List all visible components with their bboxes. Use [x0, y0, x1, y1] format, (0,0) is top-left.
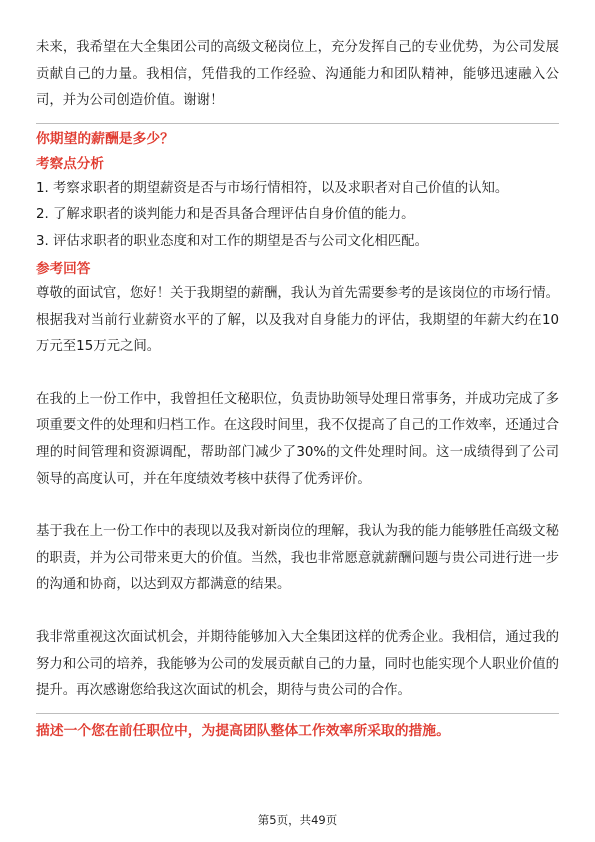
intro-closing-paragraph: 未来，我希望在大全集团公司的高级文秘岗位上，充分发挥自己的专业优势，为公司发展贡献自己的力量。我相信，凭借我的工作经验、沟通能力和团队精神，能够迅速融入公司，并为公司创造价值。谢谢！: [36, 40, 559, 109]
page-number: 第5页，共49页: [257, 813, 338, 827]
answer-paragraph: 基于我在上一份工作中的表现以及我对新岗位的理解，我认为我的能力能够胜任高级文秘的职责，并为公司带来更大的价值。当然，我也非常愿意就薪酬问题与贵公司进行进一步的沟通和协商，以达到双方都满意的结果。: [36, 524, 559, 593]
question-title: 你期望的薪酬是多少？: [36, 130, 174, 147]
analysis-point: 1. 考察求职者的期望薪资是否与市场行情相符，以及求职者对自己价值的认知。: [36, 180, 509, 196]
answer-paragraph: 尊敬的面试官，您好！关于我期望的薪酬，我认为首先需要参考的是该岗位的市场行情。根据我对当前行业薪资水平的了解，以及我对自身能力的评估，我期望的年薪大约在10万元至15万元之间。: [36, 286, 559, 355]
analysis-heading: 考察点分析: [36, 155, 104, 172]
answer-heading: 参考回答: [36, 261, 91, 277]
answer-paragraph: 在我的上一份工作中，我曾担任文秘职位，负责协助领导处理日常事务，并成功完成了多项重要文件的处理和归档工作。在这段时间里，我不仅提高了自己的工作效率，还通过合理的时间管理和资源调配，帮助部门减少了30%的文件处理时间。这一成绩得到了公司领导的高度认可，并在年度绩效考核中获得了优秀评价。: [36, 391, 559, 487]
document-page: [36, 36, 559, 744]
answer-paragraph: 我非常重视这次面试机会，并期待能够加入大全集团这样的优秀企业。我相信，通过我的努力和公司的培养，我能够为公司的发展贡献自己的力量，同时也能实现个人职业价值的提升。再次感谢您给我这次面试的机会，期待与贵公司的合作。: [36, 629, 559, 699]
analysis-point: 3. 评估求职者的职业态度和对工作的期望是否与公司文化相匹配。: [36, 233, 428, 249]
analysis-point: 2. 了解求职者的谈判能力和是否具备合理评估自身价值的能力。: [36, 207, 415, 223]
next-question-title: 描述一个您在前任职位中，为提高团队整体工作效率所采取的措施。: [36, 722, 450, 739]
